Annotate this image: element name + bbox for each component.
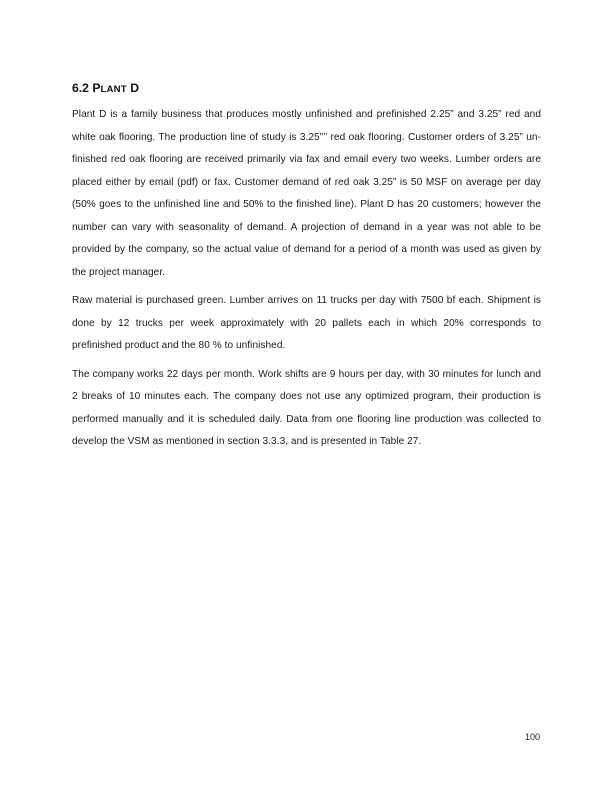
section-title-smallcaps: LANT: [100, 84, 127, 95]
section-title-initial: P: [92, 81, 101, 95]
page-number: 100: [524, 732, 540, 742]
page-body: [72, 80, 541, 460]
section-title-suffix: D: [130, 81, 140, 95]
section-heading: [72, 80, 541, 98]
section-number: 6.2: [72, 81, 89, 95]
paragraph-work-schedule: The company works 22 days per month. Work shifts are 9 hours per day, with 30 minutes for lunch and 2 breaks of 10 minutes each. The company does not use any optimized program, their production is performed manually and it is scheduled daily. Data from one flooring line production was collected to develop the VSM as mentioned in section 3.3.3, and is presented in Table 27.: [72, 368, 541, 447]
section-title: [92, 81, 139, 95]
paragraph-plant-overview: Plant D is a family business that produces mostly unfinished and prefinished 2.25” and 3.25” red and white oak flooring. The production line of study is 3.25”’’ red oak flooring. Customer orders of 3.25” un-finished red oak flooring are received primarily via fax and email every two weeks. Lumber orders are placed either by email (pdf) or fax. Customer demand of red oak 3.25” is 50 MSF on average per day (50% goes to the unfinished line and 50% to the finished line). Plant D has 20 customers; however the number can vary with seasonality of demand. A projection of demand in a year was not able to be provided by the company, so the actual value of demand for a period of a month was used as given by the project manager.: [72, 109, 541, 278]
paragraph-raw-material: Raw material is purchased green. Lumber arrives on 11 trucks per day with 7500 bf each. Shipment is done by 12 trucks per week approximately with 20 pallets each in which 20% corresponds to prefinished product and the 80 % to unfinished.: [72, 295, 541, 351]
